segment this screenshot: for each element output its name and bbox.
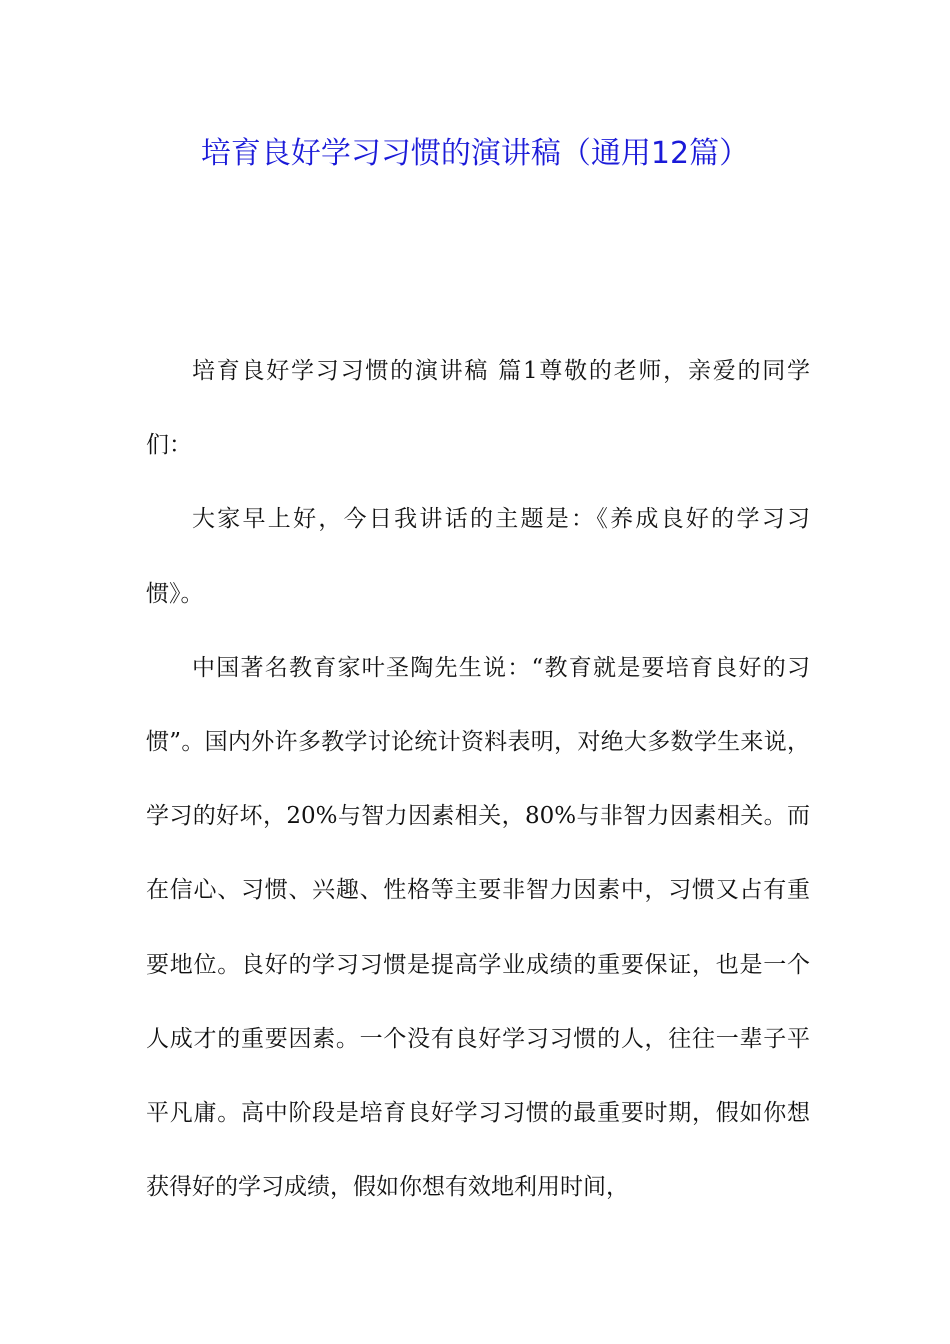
paragraph-1: 培育良好学习习惯的演讲稿 篇1尊敬的老师，亲爱的同学们： [146, 358, 810, 459]
paragraph-3: 中国著名教育家叶圣陶先生说：“教育就是要培育良好的习惯”。国内外许多教学讨论统计资料表明，对绝大多数学生来说，学习的好坏，20%与智力因素相关，80%与非智力因素相关。而在信心、习惯、兴趣、性格等主要非智力因素中，习惯又占有重要地位。良好的学习习惯是提高学业成绩的重要保证，也是一个人成才的重要因素。一个没有良好学习习惯的人，往往一辈子平平凡庸。高中阶段是培育良好学习习惯的最重要时期，假如你想获得好的学习成绩，假如你想有效地利用时间， [146, 654, 810, 1201]
paragraph-2: 大家早上好，今日我讲话的主题是：《养成良好的学习习惯》。 [146, 506, 810, 607]
document-body [146, 334, 810, 1224]
document-title: 培育良好学习习惯的演讲稿（通用12篇） [200, 136, 750, 171]
